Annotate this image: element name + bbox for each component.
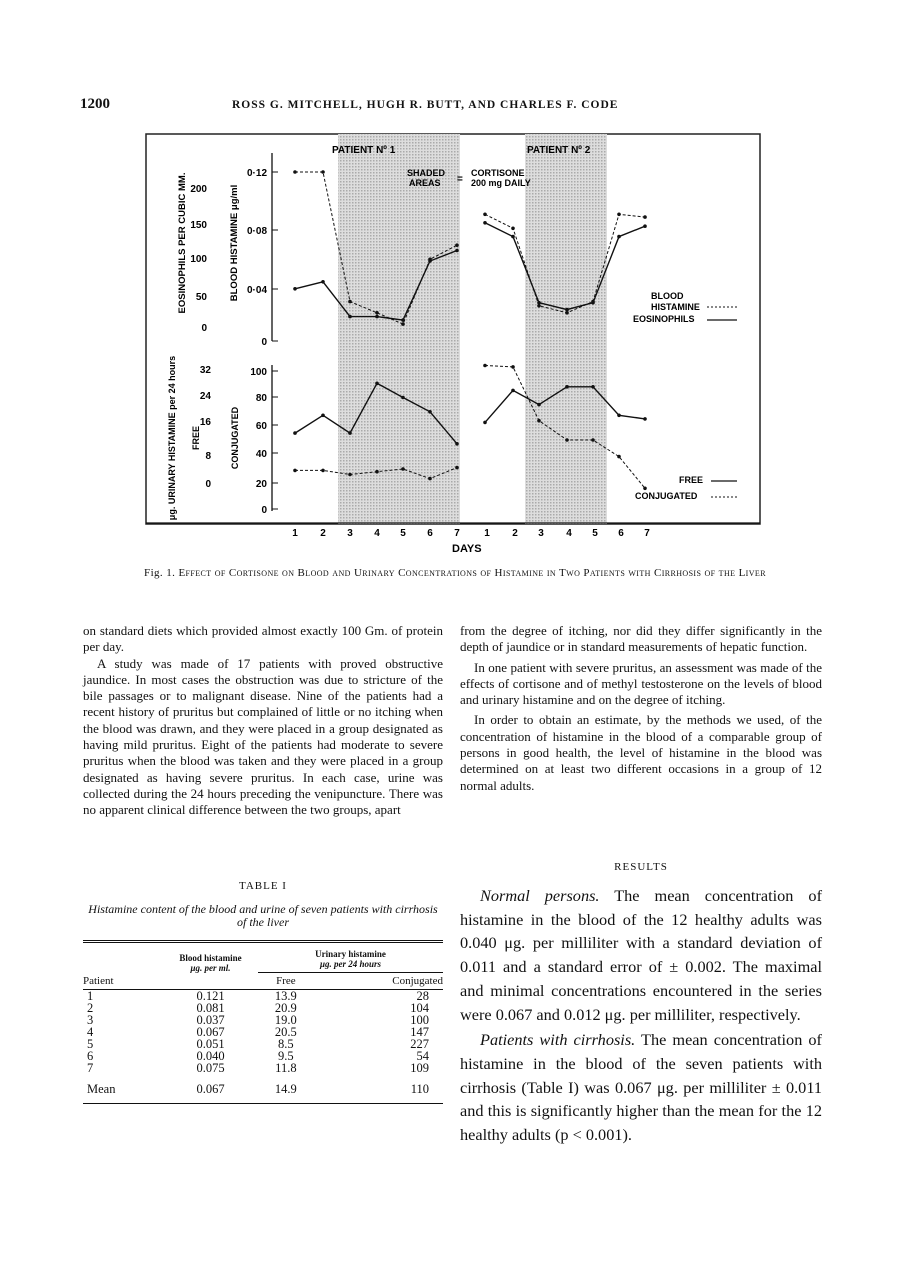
table-cell: 2: [87, 1000, 94, 1015]
x-axis-label: DAYS: [452, 543, 482, 555]
paragraph: In one patient with severe pruritus, an assessment was made of the effects of cortisone and of methyl testosterone on the levels of blood and urinary histamine and on the degree of itching.: [460, 659, 822, 708]
right-column-text: [460, 623, 822, 794]
table-cell: 0.121: [196, 988, 225, 1003]
paragraph: on standard diets which provided almost exactly 100 Gm. of protein per day.: [83, 623, 443, 655]
table-cell: 109: [410, 1060, 429, 1075]
series-line-blood-histamine-p1-point: [348, 300, 352, 304]
series-line-free-p1-point: [321, 414, 325, 418]
ylabel-blood-histamine: BLOOD HISTAMINE μg/ml: [229, 184, 240, 302]
table-cell: 9.5: [278, 1048, 294, 1063]
series-line-conjugated-p2-point: [591, 438, 595, 442]
table-header-spacer: [83, 949, 163, 973]
x-tick-label: 1: [292, 528, 298, 539]
results-subhead-normal: Normal persons.: [480, 886, 600, 905]
series-line-eosinophils-p2-point: [617, 235, 621, 239]
table-row: [83, 1014, 443, 1026]
series-line-conjugated-p1-point: [293, 469, 297, 473]
table-header-blood-unit: μg. per ml.: [190, 962, 231, 973]
table-cell: 13.9: [274, 988, 297, 1003]
table-cell: 0.081: [196, 1000, 225, 1015]
results-subhead-cirrhosis: Patients with cirrhosis.: [480, 1030, 636, 1050]
series-line-free-p2-point: [511, 389, 515, 393]
table-header-urinary-unit: μg. per 24 hours: [319, 959, 382, 969]
table-caption: Histamine content of the blood and urine of seven patients with cirrhosis of the liver: [88, 902, 438, 929]
series-line-eosinophils-p2-point: [591, 301, 595, 305]
y-tick-label-free: 0: [205, 479, 211, 490]
y-tick-label-eosinophils: 50: [195, 292, 207, 303]
table-header-blood: [163, 949, 258, 973]
series-line-blood-histamine-p1-point: [375, 311, 379, 315]
y-tick-label-conjugated: 60: [255, 421, 267, 432]
y-tick-label-conjugated: 40: [255, 449, 267, 460]
ylabel-eosinophils: EOSINOPHILS PER CUBIC MM.: [177, 172, 188, 314]
legend-blood: BLOOD: [651, 291, 684, 301]
table-1: [83, 940, 443, 1104]
table-cell: 0.051: [196, 1036, 225, 1051]
paragraph: from the degree of itching, nor did they differ significantly in the depth of jaundice or in standard measurements of hepatic function.: [460, 623, 822, 655]
series-line-eosinophils-p1-point: [375, 315, 379, 319]
table-cell: 104: [410, 1000, 429, 1015]
table-cell: 0.067: [196, 1024, 225, 1039]
legend-eosinophils: EOSINOPHILS: [633, 314, 695, 324]
series-line-free-p2-point: [591, 385, 595, 389]
table-cell: 54: [416, 1048, 429, 1063]
table-row: [83, 1002, 443, 1014]
table-cell: 4: [87, 1024, 94, 1039]
series-line-conjugated-p2-point: [483, 364, 487, 368]
table-cell: 20.5: [274, 1024, 297, 1039]
figure-caption-text: Effect of Cortisone on Blood and Urinary Concentrations of Histamine in Two Patients with Cirrhosis of the Liver: [178, 567, 766, 579]
y-tick-label-conjugated: 20: [255, 479, 267, 490]
y-tick-label-free: 16: [199, 417, 211, 428]
results-heading: RESULTS: [614, 861, 668, 873]
table-cell: 20.9: [274, 1000, 297, 1015]
y-tick-label-eosinophils: 100: [190, 254, 207, 265]
x-tick-label: 4: [566, 528, 572, 539]
table-cell: 1: [87, 988, 94, 1003]
series-line-blood-histamine-p2-point: [617, 213, 621, 217]
table-cell: 0.037: [196, 1012, 225, 1027]
series-line-conjugated-p1-point: [455, 466, 459, 470]
shaded-note-2: AREAS: [409, 178, 441, 188]
table-cell: 0.040: [196, 1048, 225, 1063]
series-line-free-p1-point: [401, 396, 405, 400]
y-tick-label-conjugated: 80: [255, 393, 267, 404]
series-line-conjugated-p1-point: [401, 467, 405, 471]
x-tick-label: 3: [538, 528, 544, 539]
series-line-conjugated-p2-point: [537, 419, 541, 423]
series-line-free-p1-point: [455, 442, 459, 446]
series-line-conjugated-p1-point: [428, 477, 432, 481]
table-header-conjugated: Conjugated: [314, 973, 443, 990]
series-line-blood-histamine-p1-point: [455, 243, 459, 247]
figure-caption: [110, 565, 800, 581]
legend-free: FREE: [679, 475, 704, 485]
shaded-note-1: SHADED: [407, 168, 446, 178]
y-tick-label-blood: 0·08: [246, 226, 267, 237]
ylabel-urinary: μg. URINARY HISTAMINE per 24 hours: [167, 355, 177, 521]
results-paragraph: The mean concentration of histamine in the blood of the seven patients with cirrhosis (Table I) was 0.067 μg. per milliliter ± 0.011 and this is significantly higher than the mean for the 12 healthy adults (p < 0.001).: [460, 1030, 822, 1145]
table-cell: 0.067: [196, 1081, 225, 1096]
series-line-conjugated-p1-point: [375, 470, 379, 474]
y-tick-label-free: 8: [205, 451, 211, 462]
x-tick-label: 5: [400, 528, 406, 539]
series-line-eosinophils-p1-point: [455, 249, 459, 253]
y-tick-label-free: 24: [199, 391, 211, 402]
x-tick-label: 7: [454, 528, 460, 539]
shaded-area-patient-1: [338, 134, 460, 524]
series-line-free-p2-point: [565, 385, 569, 389]
figure-caption-label: Fig. 1.: [144, 567, 176, 579]
y-tick-label-blood: 0·12: [246, 168, 267, 179]
shaded-note-4: 200 mg DAILY: [471, 178, 531, 188]
table-title: TABLE I: [239, 880, 287, 892]
table-cell: 0.075: [196, 1060, 225, 1075]
table-cell: 8.5: [278, 1036, 294, 1051]
shaded-area-patient-2: [525, 134, 607, 524]
shaded-note-3: CORTISONE: [471, 168, 525, 178]
series-line-conjugated-p2-point: [565, 438, 569, 442]
table-header-urinary-label: Urinary histamine: [315, 949, 386, 959]
table-header-blood-label: Blood histamine: [179, 952, 242, 963]
table-cell: 5: [87, 1036, 94, 1051]
table-cell: 147: [410, 1024, 429, 1039]
series-line-eosinophils-p2-point: [511, 235, 515, 239]
series-line-eosinophils-p1-point: [401, 318, 405, 322]
y-tick-label-blood: 0: [261, 337, 267, 348]
table-row: [83, 1038, 443, 1050]
series-line-eosinophils-p2-point: [483, 221, 487, 225]
y-tick-label-blood: 0·04: [246, 285, 267, 296]
series-line-free-p1-point: [293, 431, 297, 435]
table-cell: 3: [87, 1012, 94, 1027]
x-tick-label: 6: [618, 528, 624, 539]
table-cell: 6: [87, 1048, 94, 1063]
series-line-eosinophils-p1-point: [293, 287, 297, 291]
shaded-note-eq: =: [457, 174, 463, 185]
results-paragraph: The mean concentration of histamine in the blood of the 12 healthy adults was 0.040 μg. per milliliter with a standard deviation of 0.011 and a standard error of ± 0.002. The maximal and minimal concentrations encountered in the series were 0.067 and 0.012 μg. per milliliter, respectively.: [460, 886, 822, 1024]
series-line-conjugated-p1-point: [321, 469, 325, 473]
y-tick-label-eosinophils: 0: [201, 323, 207, 334]
table-cell: 100: [410, 1012, 429, 1027]
page-number: 1200: [80, 96, 110, 112]
legend-conjugated: CONJUGATED: [635, 491, 698, 501]
table-cell: 11.8: [275, 1060, 297, 1075]
series-line-free-p1-point: [428, 410, 432, 414]
x-tick-label: 3: [347, 528, 353, 539]
x-tick-label: 4: [374, 528, 380, 539]
series-line-eosinophils-p1-point: [428, 259, 432, 263]
legend-histamine: HISTAMINE: [651, 302, 700, 312]
table-row-mean: [83, 1082, 443, 1097]
series-line-free-p2-point: [483, 421, 487, 425]
series-line-free-p1-point: [348, 431, 352, 435]
figure-1-chart: [145, 133, 763, 555]
patient-1-label: PATIENT Nº 1: [332, 145, 396, 156]
paragraph: In order to obtain an estimate, by the methods we used, of the concentration of histamine in the blood of a comparable group of persons in good health, the level of histamine in the blood was determined on at least two different occasions in a group of 12 normal adults.: [460, 712, 822, 793]
series-line-blood-histamine-p2-point: [643, 215, 647, 219]
x-tick-label: 7: [644, 528, 650, 539]
y-tick-label-conjugated: 100: [250, 367, 267, 378]
series-line-blood-histamine-p1-point: [293, 170, 297, 174]
table-cell: 28: [416, 988, 429, 1003]
series-line-free-p2-point: [617, 414, 621, 418]
series-line-eosinophils-p2-point: [643, 224, 647, 228]
table-row: [83, 1026, 443, 1038]
ylabel-free: FREE: [191, 425, 201, 451]
table-header-patient: Patient: [83, 973, 163, 990]
table-row: [83, 1050, 443, 1062]
series-line-blood-histamine-p2-point: [537, 304, 541, 308]
patient-2-label: PATIENT Nº 2: [527, 145, 591, 156]
table-cell: 7: [87, 1060, 94, 1075]
left-column-text: [83, 623, 443, 819]
table-cell: 227: [410, 1036, 429, 1051]
series-line-free-p2-point: [537, 403, 541, 407]
x-tick-label: 6: [427, 528, 433, 539]
series-line-free-p1-point: [375, 382, 379, 386]
table-cell: 19.0: [274, 1012, 297, 1027]
x-tick-label: 1: [484, 528, 490, 539]
series-line-eosinophils-p1-point: [321, 280, 325, 284]
table-row: [83, 1062, 443, 1074]
results-text: [460, 884, 822, 1147]
x-tick-label: 2: [512, 528, 518, 539]
x-tick-label: 2: [320, 528, 326, 539]
series-line-blood-histamine-p2-point: [483, 213, 487, 217]
table-header-urinary: [258, 949, 443, 973]
series-line-blood-histamine-p2-point: [565, 311, 569, 315]
series-line-conjugated-p2-point: [643, 487, 647, 491]
y-tick-label-eosinophils: 200: [190, 184, 207, 195]
table-cell: 110: [410, 1081, 429, 1096]
table-row: [83, 989, 443, 1002]
y-tick-label-eosinophils: 150: [190, 220, 207, 231]
y-tick-label-free: 32: [199, 365, 211, 376]
series-line-conjugated-p1-point: [348, 473, 352, 477]
series-line-blood-histamine-p2-point: [511, 227, 515, 231]
table-header-blank: [163, 973, 258, 990]
series-line-conjugated-p2-point: [617, 455, 621, 459]
series-line-blood-histamine-p1-point: [401, 322, 405, 326]
series-line-conjugated-p2-point: [511, 365, 515, 369]
y-tick-label-conjugated: 0: [261, 505, 267, 516]
table-cell: Mean: [87, 1081, 116, 1096]
table-cell: 14.9: [274, 1081, 297, 1096]
x-tick-label: 5: [592, 528, 598, 539]
table-header-free: Free: [258, 973, 314, 990]
running-header-authors: ROSS G. MITCHELL, HUGH R. BUTT, AND CHARLES F. CODE: [232, 99, 619, 111]
series-line-eosinophils-p1-point: [348, 315, 352, 319]
series-line-eosinophils-p2-point: [565, 308, 569, 312]
series-line-eosinophils-p2-point: [537, 301, 541, 305]
series-line-free-p2-point: [643, 417, 647, 421]
series-line-blood-histamine-p1-point: [321, 170, 325, 174]
paragraph: A study was made of 17 patients with proved obstructive jaundice. In most cases the obstruction was due to stricture of the bile passages or to malignant disease. Nine of the patients had a recent history of pruritus but complained of little or no itching when the blood was drawn, and they were placed in a group designated as having mild pruritus. Eight of the patients had moderate to severe pruritus when the blood was taken and they were placed in a group designated as having severe pruritus. In each case, urine was collected during the 24 hours preceding the venipuncture. There was no apparent clinical difference between the two groups, apart: [83, 655, 443, 818]
ylabel-conjugated: CONJUGATED: [230, 406, 240, 470]
